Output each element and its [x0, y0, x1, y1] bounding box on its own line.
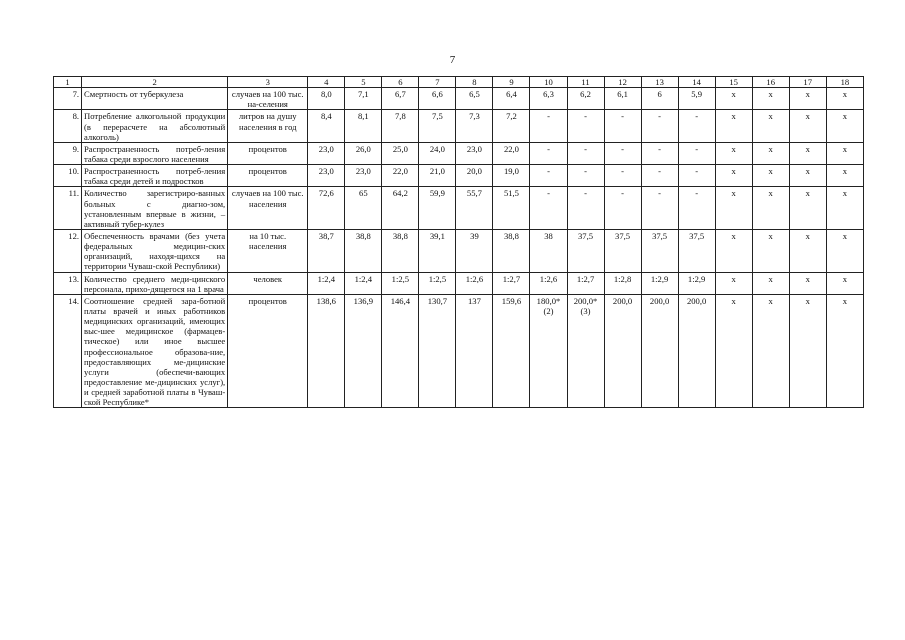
value-text: 7,8 — [395, 111, 406, 122]
value-text: х — [768, 230, 773, 241]
value-cell — [678, 165, 715, 187]
value-cell — [604, 165, 641, 187]
value-cell — [789, 272, 826, 294]
row-number: 12. — [54, 229, 82, 272]
row-number: 10. — [54, 165, 82, 187]
value-cell — [678, 229, 715, 272]
value-text: 7,5 — [432, 111, 443, 122]
value-text: - — [621, 166, 624, 177]
value-cell — [789, 165, 826, 187]
value-cell — [752, 187, 789, 230]
value-cell — [308, 110, 345, 142]
value-cell — [641, 187, 678, 230]
value-cell — [419, 165, 456, 187]
value-cell — [530, 294, 567, 408]
value-text: х — [842, 143, 848, 154]
unit-of-measure: процентов — [228, 294, 308, 408]
value-text: 72,6 — [318, 188, 334, 199]
value-cell — [530, 165, 567, 187]
value-text: х — [842, 111, 848, 122]
row-number: 14. — [54, 294, 82, 408]
value-cell — [345, 110, 382, 142]
value-text: - — [658, 143, 662, 154]
value-cell — [826, 294, 863, 408]
value-text: 37,5 — [689, 230, 705, 241]
value-cell — [604, 229, 641, 272]
value-text: 6,6 — [432, 89, 443, 100]
value-cell — [567, 165, 604, 187]
value-cell — [419, 110, 456, 142]
table-row — [54, 110, 864, 142]
value-text: х — [768, 273, 773, 284]
value-text: 51,5 — [503, 188, 519, 199]
value-text: - — [621, 188, 624, 199]
value-text: х — [731, 230, 736, 241]
value-cell — [789, 229, 826, 272]
column-number-cell: 6 — [382, 77, 419, 88]
value-cell — [419, 229, 456, 272]
value-text: 1:2,6 — [539, 273, 558, 284]
value-text: х — [805, 188, 810, 199]
column-number-cell: 12 — [604, 77, 641, 88]
value-text: х — [842, 230, 848, 241]
column-number-cell: 7 — [419, 77, 456, 88]
value-text: 38,8 — [503, 230, 519, 241]
value-text: 1:2,5 — [391, 273, 410, 284]
value-text: 130,7 — [427, 295, 448, 306]
value-footnote: (2) — [543, 305, 554, 316]
value-text: 38,8 — [355, 230, 371, 241]
value-text: 26,0 — [355, 143, 371, 154]
value-text: - — [658, 111, 662, 122]
value-text: 200,0* — [573, 295, 598, 306]
column-number-cell: 13 — [641, 77, 678, 88]
value-text: 6,2 — [580, 89, 591, 100]
value-text: 1:2,9 — [650, 273, 669, 284]
value-cell — [382, 272, 419, 294]
value-text: - — [695, 166, 699, 177]
value-text: 25,0 — [392, 143, 408, 154]
value-cell — [826, 165, 863, 187]
value-cell — [604, 88, 641, 110]
value-text: х — [805, 166, 810, 177]
unit-of-measure: случаев на 100 тыс. населения — [228, 187, 308, 230]
value-cell — [530, 110, 567, 142]
value-text: 6,1 — [617, 89, 628, 100]
value-text: х — [842, 273, 848, 284]
value-text: - — [584, 143, 587, 154]
value-cell — [604, 272, 641, 294]
value-text: х — [805, 295, 810, 306]
value-cell — [604, 187, 641, 230]
value-cell — [567, 187, 604, 230]
value-text: 1:2,4 — [354, 273, 373, 284]
value-text: 20,0 — [466, 166, 482, 177]
value-text: 5,9 — [691, 89, 702, 100]
value-cell — [715, 165, 752, 187]
value-cell — [456, 294, 493, 408]
value-cell — [789, 88, 826, 110]
value-text: 23,0 — [318, 143, 334, 154]
column-number-cell: 17 — [789, 77, 826, 88]
value-text: - — [547, 111, 550, 122]
value-text: 6,3 — [543, 89, 554, 100]
value-cell — [715, 187, 752, 230]
value-text: 8,4 — [320, 111, 332, 122]
unit-of-measure: на 10 тыс. населения — [228, 229, 308, 272]
value-cell — [678, 187, 715, 230]
value-text: 22,0 — [503, 143, 519, 154]
value-text: - — [695, 143, 699, 154]
value-text: 39,1 — [429, 230, 445, 241]
value-cell — [826, 187, 863, 230]
value-text: - — [658, 166, 662, 177]
indicator-name: Количество зарегистриро-ванных больных с диагно-зом, установленным впервые в жизни, – активный тубер-кулез — [82, 187, 228, 230]
value-text: 159,6 — [501, 295, 522, 306]
value-text: 146,4 — [390, 295, 411, 306]
value-text: х — [731, 166, 736, 177]
value-text: 23,0 — [466, 143, 482, 154]
value-text: - — [584, 111, 587, 122]
row-number: 13. — [54, 272, 82, 294]
value-text: 19,0 — [503, 166, 519, 177]
column-number-cell: 9 — [493, 77, 530, 88]
value-cell — [419, 187, 456, 230]
value-text: 6 — [657, 89, 662, 100]
value-cell — [345, 272, 382, 294]
indicator-name: Распространенность потреб-ления табака среди детей и подростков — [82, 165, 228, 187]
value-text: 6,7 — [395, 89, 406, 100]
value-cell — [382, 88, 419, 110]
value-cell — [567, 229, 604, 272]
value-text: 8,1 — [357, 111, 369, 122]
value-cell — [752, 110, 789, 142]
value-cell — [641, 110, 678, 142]
table-row — [54, 187, 864, 230]
table-row — [54, 165, 864, 187]
value-text: - — [547, 188, 550, 199]
value-text: х — [768, 166, 773, 177]
value-text: 22,0 — [392, 166, 408, 177]
value-text: 7,3 — [469, 111, 480, 122]
value-text: 200,0 — [649, 295, 670, 306]
table-body — [54, 77, 864, 408]
value-cell — [678, 272, 715, 294]
value-cell — [308, 187, 345, 230]
value-cell — [715, 110, 752, 142]
value-cell — [382, 229, 419, 272]
value-text: - — [584, 166, 587, 177]
column-number-cell: 18 — [826, 77, 863, 88]
value-text: 7,1 — [357, 89, 369, 100]
value-text: 1:2,6 — [465, 273, 484, 284]
value-text: 37,5 — [578, 230, 594, 241]
indicator-name: Распространенность потреб-ления табака среди взрослого населения — [82, 142, 228, 164]
value-text: х — [731, 143, 736, 154]
value-cell — [789, 294, 826, 408]
value-text: - — [621, 143, 624, 154]
value-text: 55,7 — [466, 188, 482, 199]
value-cell — [678, 142, 715, 164]
indicators-table — [53, 76, 864, 408]
value-cell — [419, 272, 456, 294]
table-row — [54, 294, 864, 408]
value-text: х — [768, 111, 773, 122]
value-cell — [678, 110, 715, 142]
value-cell — [752, 294, 789, 408]
value-cell — [604, 142, 641, 164]
value-cell — [641, 165, 678, 187]
value-text: 38,8 — [392, 230, 408, 241]
value-text: 6,4 — [506, 89, 517, 100]
value-cell — [493, 110, 530, 142]
column-number-cell: 10 — [530, 77, 567, 88]
value-cell — [715, 142, 752, 164]
unit-of-measure: процентов — [228, 142, 308, 164]
value-cell — [752, 165, 789, 187]
value-cell — [493, 187, 530, 230]
value-cell — [419, 88, 456, 110]
value-cell — [419, 142, 456, 164]
value-text: 38,7 — [318, 230, 334, 241]
value-text: х — [731, 111, 736, 122]
column-number-row — [54, 77, 864, 88]
value-cell — [345, 294, 382, 408]
indicator-name: Смертность от туберкулеза — [82, 88, 228, 110]
table-row — [54, 229, 864, 272]
value-cell — [641, 272, 678, 294]
value-cell — [382, 187, 419, 230]
indicator-name: Обеспеченность врачами (без учета федеральных медицин-ских организаций, находя-щихся на территории Чуваш-ской Республики) — [82, 229, 228, 272]
value-text: х — [768, 295, 773, 306]
value-text: х — [768, 188, 773, 199]
value-cell — [456, 272, 493, 294]
value-cell — [826, 88, 863, 110]
value-cell — [715, 229, 752, 272]
value-text: 21,0 — [429, 166, 445, 177]
value-cell — [308, 294, 345, 408]
value-text: 1:2,7 — [576, 273, 595, 284]
column-number-cell: 15 — [715, 77, 752, 88]
column-number-cell: 5 — [345, 77, 382, 88]
value-text: 137 — [467, 295, 481, 306]
column-number-cell: 1 — [54, 77, 82, 88]
table-row — [54, 142, 864, 164]
value-text: х — [842, 166, 848, 177]
value-cell — [456, 165, 493, 187]
value-cell — [530, 229, 567, 272]
indicator-name: Соотношение средней зара-ботной платы врачей и иных работников медицинских организаций, имеющих выс-шее медицинское (фармацев-тическое) или иное высшее профессиональное образова-ние, предоставляющих ме-дицинские услуги (обеспечи-вающих предоставление ме-дицинских услуг), и средней заработной платы в Чуваш-ской Республике* — [82, 294, 228, 408]
value-cell — [567, 142, 604, 164]
value-text: х — [805, 273, 810, 284]
value-cell — [641, 142, 678, 164]
value-text: 1:2,5 — [428, 273, 447, 284]
value-cell — [567, 88, 604, 110]
value-cell — [345, 229, 382, 272]
value-cell — [308, 142, 345, 164]
value-cell — [308, 229, 345, 272]
unit-of-measure: процентов — [228, 165, 308, 187]
value-text: 37,5 — [652, 230, 668, 241]
value-cell — [678, 88, 715, 110]
value-text: 1:2,4 — [317, 273, 336, 284]
value-text: х — [768, 89, 773, 100]
value-text: х — [842, 89, 848, 100]
value-cell — [530, 142, 567, 164]
value-cell — [382, 165, 419, 187]
value-text: х — [731, 273, 736, 284]
value-text: 136,9 — [353, 295, 374, 306]
value-text: 23,0 — [355, 166, 371, 177]
value-cell — [826, 272, 863, 294]
value-cell — [456, 88, 493, 110]
value-cell — [604, 110, 641, 142]
value-cell — [493, 272, 530, 294]
value-cell — [493, 165, 530, 187]
row-number: 11. — [54, 187, 82, 230]
value-cell — [419, 294, 456, 408]
value-cell — [715, 88, 752, 110]
value-cell — [567, 294, 604, 408]
value-text: 138,6 — [316, 295, 336, 306]
value-text: х — [731, 295, 736, 306]
value-cell — [789, 110, 826, 142]
value-cell — [678, 294, 715, 408]
indicator-name: Потребление алкогольной продукции (в перерасчете на абсолютный алкоголь) — [82, 110, 228, 142]
value-text: 200,0 — [686, 295, 707, 306]
value-text: 180,0* — [536, 295, 561, 306]
value-cell — [789, 142, 826, 164]
value-cell — [345, 187, 382, 230]
table-row — [54, 272, 864, 294]
value-cell — [493, 294, 530, 408]
value-text: х — [768, 143, 773, 154]
value-text: х — [805, 89, 810, 100]
value-text: 64,2 — [392, 188, 408, 199]
value-text: - — [695, 188, 699, 199]
value-cell — [382, 110, 419, 142]
value-cell — [715, 272, 752, 294]
value-text: 6,5 — [469, 89, 480, 100]
unit-of-measure: человек — [228, 272, 308, 294]
row-number: 8. — [54, 110, 82, 142]
value-cell — [308, 165, 345, 187]
value-cell — [382, 142, 419, 164]
value-text: х — [842, 188, 848, 199]
value-cell — [567, 110, 604, 142]
table-row — [54, 88, 864, 110]
value-cell — [826, 110, 863, 142]
value-cell — [826, 142, 863, 164]
value-cell — [456, 229, 493, 272]
value-cell — [752, 142, 789, 164]
value-cell — [567, 272, 604, 294]
value-text: 1:2,7 — [502, 273, 521, 284]
value-text: 39 — [470, 230, 479, 241]
value-cell — [456, 142, 493, 164]
value-cell — [604, 294, 641, 408]
value-cell — [308, 272, 345, 294]
value-cell — [826, 229, 863, 272]
value-cell — [456, 187, 493, 230]
value-text: 59,9 — [429, 188, 445, 199]
value-cell — [789, 187, 826, 230]
value-cell — [641, 88, 678, 110]
column-number-cell: 4 — [308, 77, 345, 88]
value-text: 200,0 — [612, 295, 633, 306]
row-number: 7. — [54, 88, 82, 110]
value-cell — [530, 272, 567, 294]
value-cell — [530, 88, 567, 110]
value-text: 38 — [544, 230, 553, 241]
value-footnote: (3) — [580, 305, 591, 316]
value-text: 8,0 — [320, 89, 332, 100]
value-text: 1:2,8 — [613, 273, 632, 284]
column-number-cell: 11 — [567, 77, 604, 88]
value-cell — [752, 272, 789, 294]
unit-of-measure: случаев на 100 тыс. на-селения — [228, 88, 308, 110]
value-cell — [530, 187, 567, 230]
value-text: - — [547, 166, 550, 177]
column-number-cell: 14 — [678, 77, 715, 88]
value-cell — [345, 165, 382, 187]
value-text: - — [658, 188, 662, 199]
value-cell — [456, 110, 493, 142]
value-text: х — [805, 111, 810, 122]
value-text: 1:2,9 — [687, 273, 706, 284]
value-text: 23,0 — [318, 166, 334, 177]
value-cell — [641, 229, 678, 272]
page-number: 7 — [449, 54, 456, 66]
value-cell — [752, 229, 789, 272]
value-cell — [752, 88, 789, 110]
column-number-cell: 2 — [82, 77, 228, 88]
value-text: 37,5 — [615, 230, 631, 241]
value-text: - — [695, 111, 699, 122]
value-cell — [382, 294, 419, 408]
value-text: - — [621, 111, 624, 122]
value-cell — [308, 88, 345, 110]
value-text: х — [731, 188, 736, 199]
value-text: 24,0 — [429, 143, 445, 154]
value-cell — [715, 294, 752, 408]
value-text: х — [805, 143, 810, 154]
value-text: х — [842, 295, 848, 306]
value-cell — [345, 142, 382, 164]
value-text: - — [547, 143, 550, 154]
value-text: х — [805, 230, 810, 241]
value-cell — [493, 229, 530, 272]
indicator-name: Количество среднего меди-цинского персонала, прихо-дящегося на 1 врача — [82, 272, 228, 294]
value-text: 7,2 — [506, 111, 517, 122]
column-number-cell: 8 — [456, 77, 493, 88]
value-cell — [641, 294, 678, 408]
value-text: 65 — [359, 188, 368, 199]
row-number: 9. — [54, 142, 82, 164]
value-cell — [493, 142, 530, 164]
value-text: х — [731, 89, 736, 100]
value-cell — [345, 88, 382, 110]
unit-of-measure: литров на душу населения в год — [228, 110, 308, 142]
value-cell — [493, 88, 530, 110]
column-number-cell: 3 — [228, 77, 308, 88]
column-number-cell: 16 — [752, 77, 789, 88]
value-text: - — [584, 188, 587, 199]
